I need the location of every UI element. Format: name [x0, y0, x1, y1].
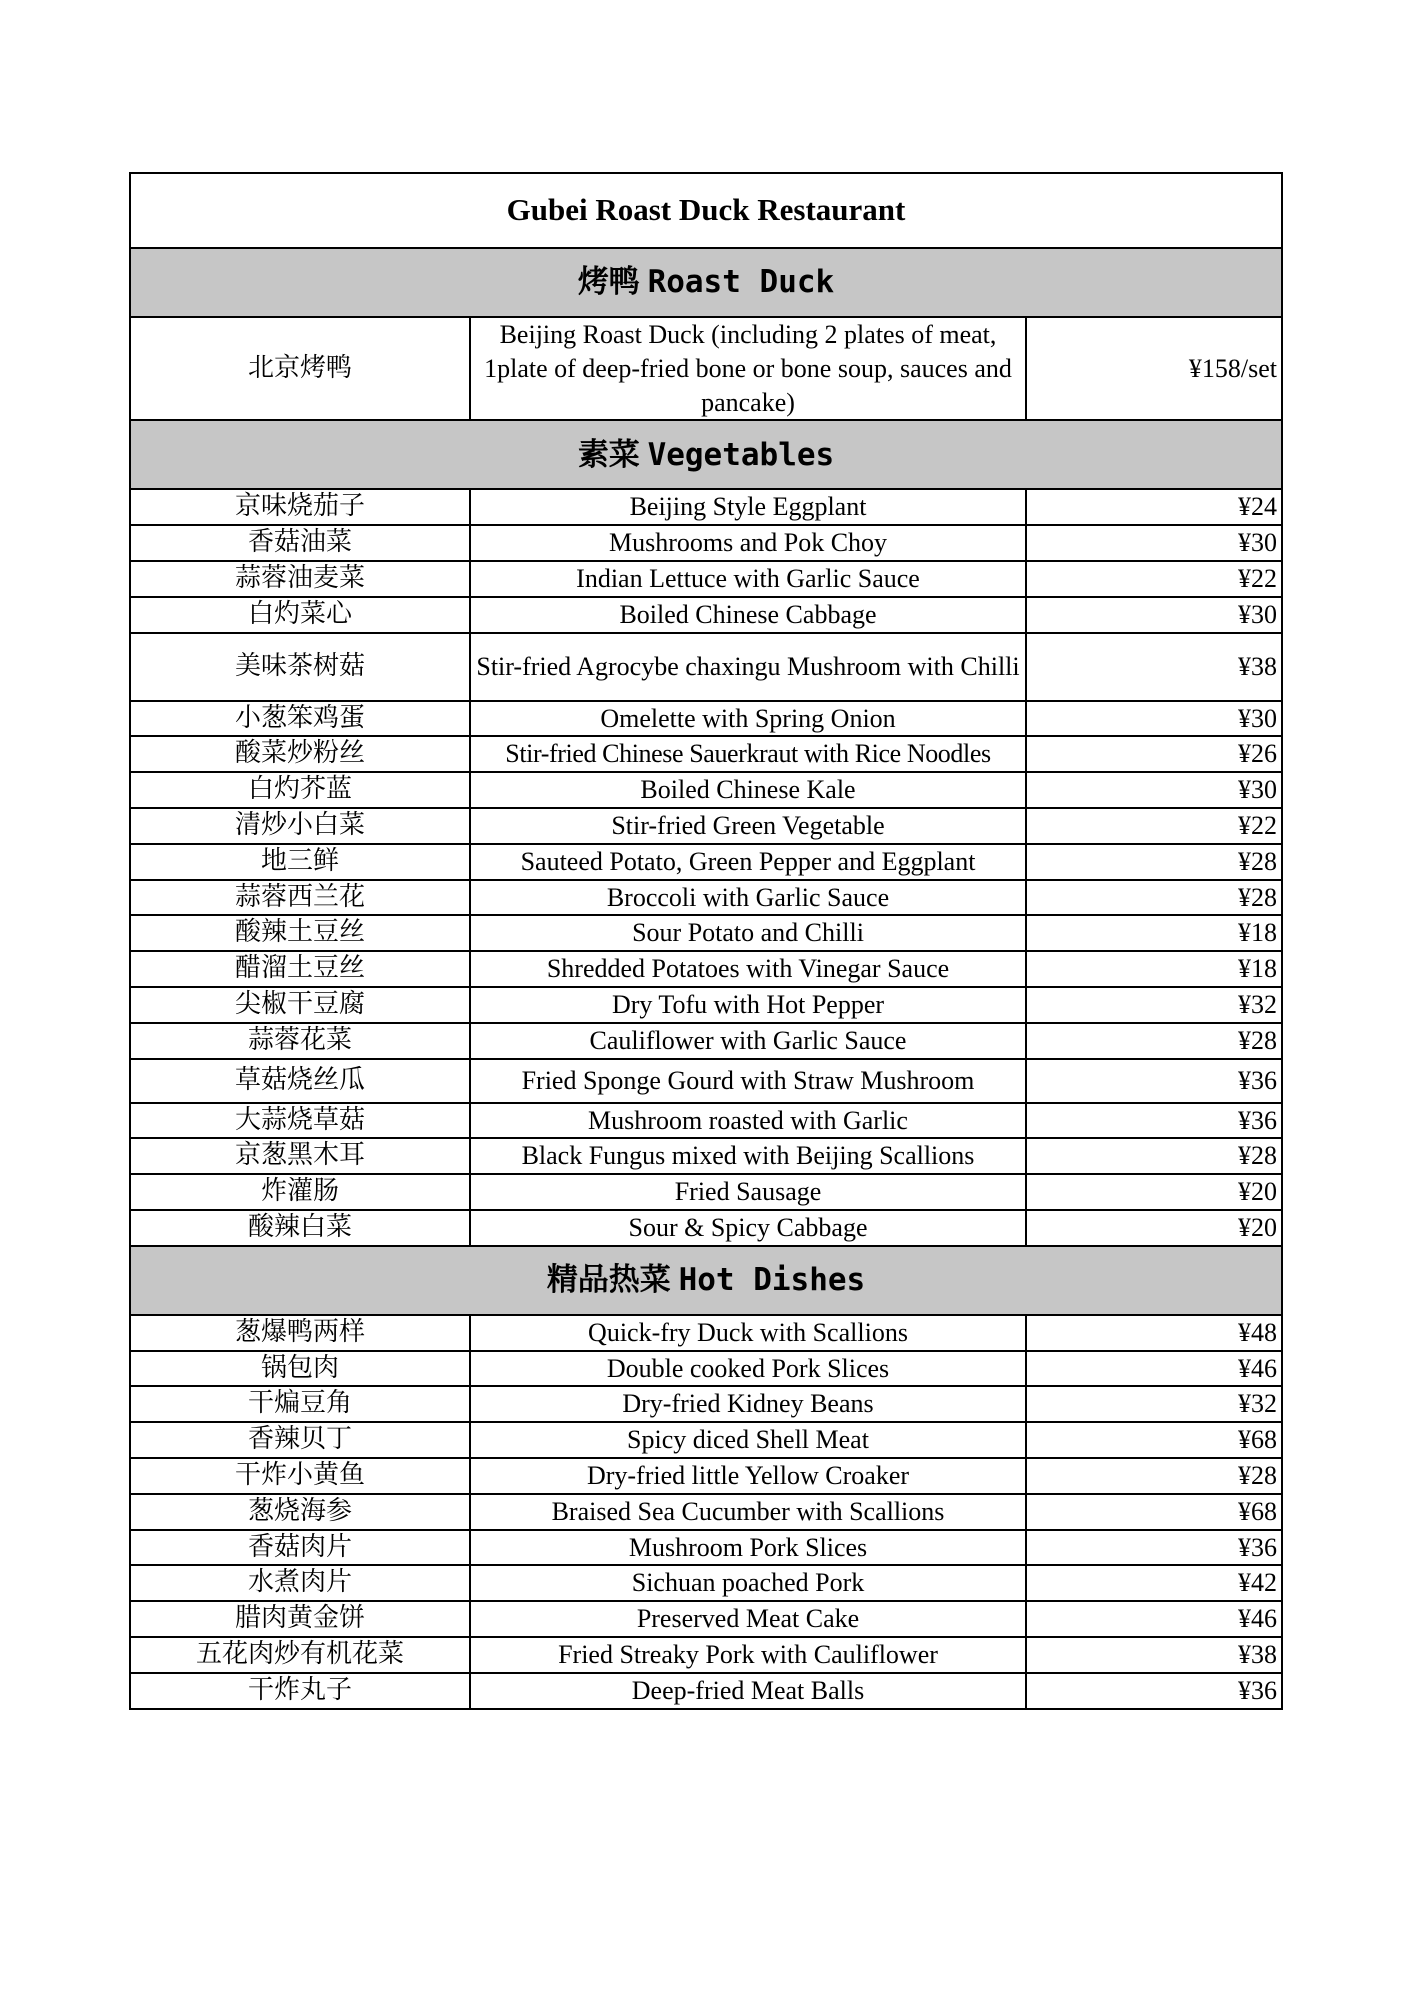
item-price: ¥36: [1026, 1103, 1282, 1139]
menu-item-row: [130, 951, 1282, 987]
menu-item-row: [130, 1637, 1282, 1673]
menu-item-row: [130, 1386, 1282, 1422]
item-name-zh: 腊肉黄金饼: [130, 1601, 470, 1637]
menu-item-row: [130, 1103, 1282, 1139]
item-name-zh: 白灼芥蓝: [130, 772, 470, 808]
item-name-zh: 葱烧海参: [130, 1494, 470, 1530]
item-name-en: Boiled Chinese Cabbage: [470, 597, 1026, 633]
section-title-zh: 精品热菜: [546, 1262, 671, 1299]
item-name-en: Preserved Meat Cake: [470, 1601, 1026, 1637]
menu-item-row: [130, 1601, 1282, 1637]
item-name-zh: 京味烧茄子: [130, 489, 470, 525]
menu-item-row: [130, 1565, 1282, 1601]
item-name-en: Sauteed Potato, Green Pepper and Eggplant: [470, 844, 1026, 880]
item-price: ¥46: [1026, 1351, 1282, 1387]
menu-item-row: [130, 701, 1282, 737]
menu-item-row: [130, 561, 1282, 597]
item-name-zh: 葱爆鸭两样: [130, 1315, 470, 1351]
item-name-zh: 炸灌肠: [130, 1174, 470, 1210]
menu-item-row: [130, 1174, 1282, 1210]
menu-item-row: [130, 1673, 1282, 1709]
item-price: ¥30: [1026, 701, 1282, 737]
item-price: ¥28: [1026, 1138, 1282, 1174]
section-header-row: [130, 248, 1282, 317]
menu-item-row: [130, 633, 1282, 701]
menu-item-row: [130, 772, 1282, 808]
item-price: ¥158/set: [1026, 317, 1282, 420]
item-name-zh: 白灼菜心: [130, 597, 470, 633]
title-row: [130, 173, 1282, 248]
item-price: ¥68: [1026, 1422, 1282, 1458]
menu-item-row: [130, 808, 1282, 844]
item-name-zh: 清炒小白菜: [130, 808, 470, 844]
menu-body: [130, 173, 1282, 1709]
menu-item-row: [130, 1494, 1282, 1530]
section-title-zh: 素菜: [577, 436, 640, 473]
item-name-zh: 大蒜烧草菇: [130, 1103, 470, 1139]
item-price: ¥28: [1026, 1023, 1282, 1059]
item-name-zh: 小葱笨鸡蛋: [130, 701, 470, 737]
item-name-en: Fried Sausage: [470, 1174, 1026, 1210]
menu-item-row: [130, 489, 1282, 525]
item-name-zh: 北京烤鸭: [130, 317, 470, 420]
item-name-en: Dry-fried Kidney Beans: [470, 1386, 1026, 1422]
menu-item-row: [130, 597, 1282, 633]
item-price: ¥36: [1026, 1059, 1282, 1103]
section-header-row: [130, 1246, 1282, 1315]
item-name-en: Deep-fried Meat Balls: [470, 1673, 1026, 1709]
menu-item-row: [130, 915, 1282, 951]
item-name-en: Fried Sponge Gourd with Straw Mushroom: [470, 1059, 1026, 1103]
item-name-en: Stir-fried Green Vegetable: [470, 808, 1026, 844]
item-name-en: Mushroom Pork Slices: [470, 1530, 1026, 1566]
section-header-row: [130, 420, 1282, 489]
section-title-en: Roast Duck: [647, 264, 835, 301]
section-title-en: Hot Dishes: [678, 1262, 866, 1299]
item-price: ¥22: [1026, 808, 1282, 844]
item-name-zh: 蒜蓉西兰花: [130, 880, 470, 916]
item-name-zh: 五花肉炒有机花菜: [130, 1637, 470, 1673]
item-name-zh: 水煮肉片: [130, 1565, 470, 1601]
restaurant-title: Gubei Roast Duck Restaurant: [130, 173, 1282, 248]
item-name-en: Black Fungus mixed with Beijing Scallions: [470, 1138, 1026, 1174]
menu-item-row: [130, 1422, 1282, 1458]
item-price: ¥28: [1026, 880, 1282, 916]
item-name-en: Indian Lettuce with Garlic Sauce: [470, 561, 1026, 597]
item-name-zh: 草菇烧丝瓜: [130, 1059, 470, 1103]
item-name-zh: 蒜蓉花菜: [130, 1023, 470, 1059]
item-name-zh: 醋溜土豆丝: [130, 951, 470, 987]
item-name-zh: 酸辣白菜: [130, 1210, 470, 1246]
item-name-zh: 美味茶树菇: [130, 633, 470, 701]
menu-table: [129, 172, 1283, 1710]
menu-item-row: [130, 1059, 1282, 1103]
item-name-zh: 京葱黑木耳: [130, 1138, 470, 1174]
item-name-en: Sour Potato and Chilli: [470, 915, 1026, 951]
section-title: [130, 1246, 1282, 1315]
item-name-zh: 尖椒干豆腐: [130, 987, 470, 1023]
item-price: ¥36: [1026, 1673, 1282, 1709]
item-price: ¥32: [1026, 1386, 1282, 1422]
item-name-en: Double cooked Pork Slices: [470, 1351, 1026, 1387]
item-price: ¥28: [1026, 1458, 1282, 1494]
item-price: ¥30: [1026, 597, 1282, 633]
menu-item-row: [130, 1351, 1282, 1387]
item-price: ¥18: [1026, 951, 1282, 987]
menu-item-row: [130, 987, 1282, 1023]
item-name-zh: 锅包肉: [130, 1351, 470, 1387]
section-title: [130, 248, 1282, 317]
item-price: ¥36: [1026, 1530, 1282, 1566]
item-name-en: Shredded Potatoes with Vinegar Sauce: [470, 951, 1026, 987]
item-name-en: Broccoli with Garlic Sauce: [470, 880, 1026, 916]
item-price: ¥48: [1026, 1315, 1282, 1351]
item-name-zh: 干煸豆角: [130, 1386, 470, 1422]
item-price: ¥28: [1026, 844, 1282, 880]
item-name-en: Fried Streaky Pork with Cauliflower: [470, 1637, 1026, 1673]
item-name-zh: 干炸小黄鱼: [130, 1458, 470, 1494]
item-name-en: Braised Sea Cucumber with Scallions: [470, 1494, 1026, 1530]
item-price: ¥24: [1026, 489, 1282, 525]
item-name-en: Beijing Roast Duck (including 2 plates of meat, 1plate of deep-fried bone or bone soup, sauces and pancake): [470, 317, 1026, 420]
item-name-zh: 酸菜炒粉丝: [130, 736, 470, 772]
item-name-en: Stir-fried Agrocybe chaxingu Mushroom with Chilli: [470, 633, 1026, 701]
menu-item-row: [130, 1530, 1282, 1566]
item-price: ¥26: [1026, 736, 1282, 772]
item-price: ¥38: [1026, 1637, 1282, 1673]
item-name-en: Mushroom roasted with Garlic: [470, 1103, 1026, 1139]
item-price: ¥32: [1026, 987, 1282, 1023]
item-name-zh: 干炸丸子: [130, 1673, 470, 1709]
item-name-en: Stir-fried Chinese Sauerkraut with Rice Noodles: [470, 736, 1026, 772]
item-name-en: Spicy diced Shell Meat: [470, 1422, 1026, 1458]
item-price: ¥42: [1026, 1565, 1282, 1601]
item-name-en: Boiled Chinese Kale: [470, 772, 1026, 808]
menu-item-row: [130, 1138, 1282, 1174]
item-name-en: Cauliflower with Garlic Sauce: [470, 1023, 1026, 1059]
item-name-zh: 地三鲜: [130, 844, 470, 880]
item-name-zh: 酸辣土豆丝: [130, 915, 470, 951]
menu-item-row: [130, 1458, 1282, 1494]
item-name-en: Omelette with Spring Onion: [470, 701, 1026, 737]
menu-item-row: [130, 1023, 1282, 1059]
item-price: ¥30: [1026, 772, 1282, 808]
item-name-zh: 香辣贝丁: [130, 1422, 470, 1458]
item-price: ¥20: [1026, 1174, 1282, 1210]
item-price: ¥22: [1026, 561, 1282, 597]
item-name-en: Beijing Style Eggplant: [470, 489, 1026, 525]
item-name-zh: 香菇肉片: [130, 1530, 470, 1566]
item-name-en: Dry-fried little Yellow Croaker: [470, 1458, 1026, 1494]
menu-item-row: [130, 317, 1282, 420]
menu-item-row: [130, 880, 1282, 916]
section-title-zh: 烤鸭: [577, 264, 640, 301]
section-title: [130, 420, 1282, 489]
item-price: ¥46: [1026, 1601, 1282, 1637]
item-name-zh: 香菇油菜: [130, 525, 470, 561]
item-name-en: Dry Tofu with Hot Pepper: [470, 987, 1026, 1023]
item-price: ¥18: [1026, 915, 1282, 951]
item-price: ¥38: [1026, 633, 1282, 701]
item-name-en: Quick-fry Duck with Scallions: [470, 1315, 1026, 1351]
section-title-en: Vegetables: [647, 436, 835, 473]
item-name-en: Sichuan poached Pork: [470, 1565, 1026, 1601]
menu-item-row: [130, 736, 1282, 772]
item-price: ¥30: [1026, 525, 1282, 561]
menu-item-row: [130, 1315, 1282, 1351]
menu-item-row: [130, 844, 1282, 880]
item-name-zh: 蒜蓉油麦菜: [130, 561, 470, 597]
menu-item-row: [130, 525, 1282, 561]
item-price: ¥68: [1026, 1494, 1282, 1530]
menu-item-row: [130, 1210, 1282, 1246]
item-name-en: Sour & Spicy Cabbage: [470, 1210, 1026, 1246]
item-name-en: Mushrooms and Pok Choy: [470, 525, 1026, 561]
item-price: ¥20: [1026, 1210, 1282, 1246]
